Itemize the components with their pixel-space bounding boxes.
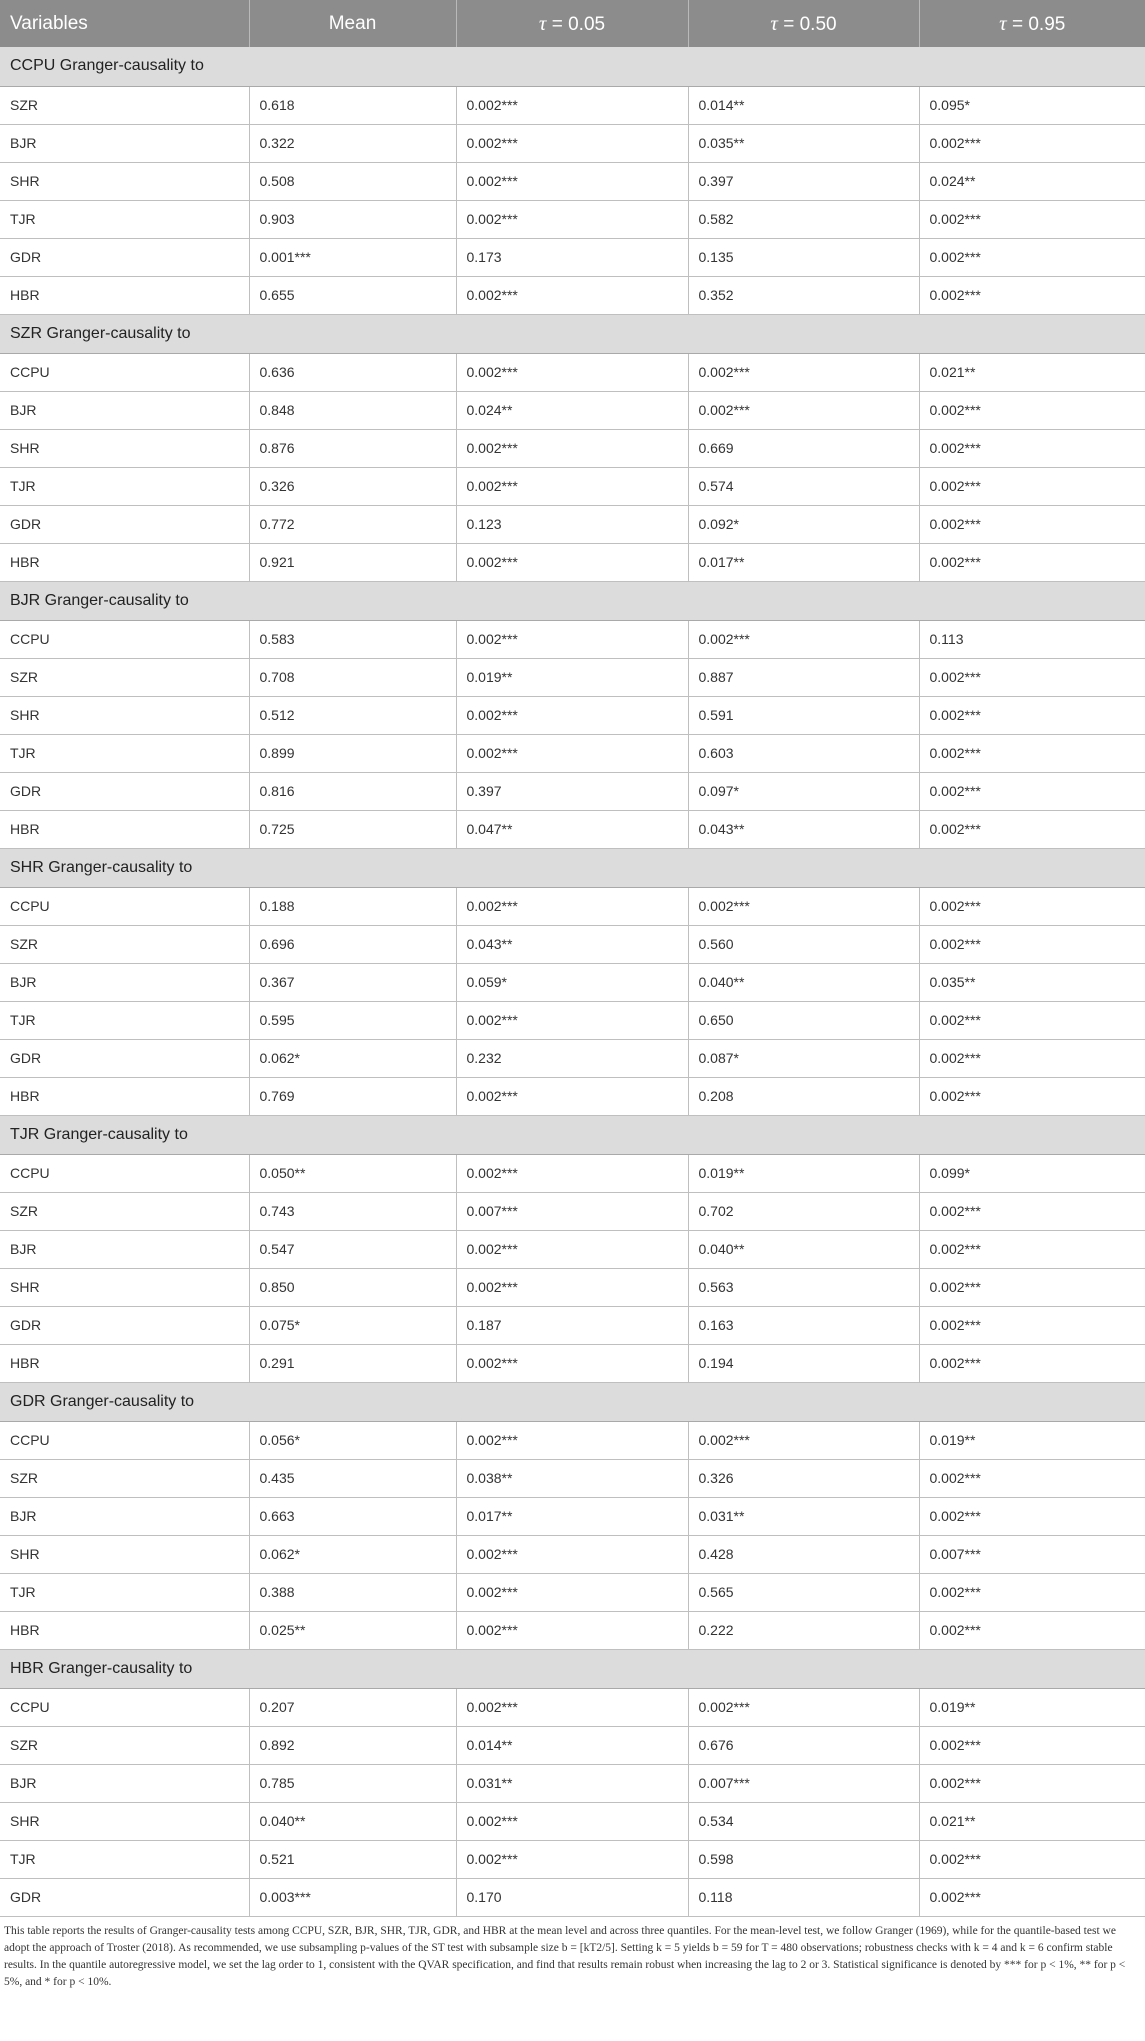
tau-005-cell: 0.002*** — [456, 429, 688, 467]
tau-095-cell: 0.002*** — [919, 1840, 1145, 1878]
section-header-row — [0, 1649, 1145, 1688]
section-title: TJR Granger-causality to — [0, 1115, 1145, 1154]
tau-005-cell: 0.173 — [456, 238, 688, 276]
variable-cell: TJR — [0, 467, 249, 505]
tau-095-cell: 0.007*** — [919, 1535, 1145, 1573]
section-header-row — [0, 1382, 1145, 1421]
tau-095-cell: 0.002*** — [919, 429, 1145, 467]
variable-cell: CCPU — [0, 620, 249, 658]
tau-095-cell: 0.002*** — [919, 772, 1145, 810]
section-header-row — [0, 47, 1145, 86]
mean-cell: 0.062* — [249, 1535, 456, 1573]
table-row — [0, 1039, 1145, 1077]
tau-095-cell: 0.002*** — [919, 391, 1145, 429]
variable-cell: SHR — [0, 1802, 249, 1840]
mean-cell: 0.547 — [249, 1230, 456, 1268]
tau-095-cell: 0.035** — [919, 963, 1145, 1001]
tau-095-cell: 0.024** — [919, 162, 1145, 200]
table-row — [0, 1077, 1145, 1115]
tau-050-cell: 0.565 — [688, 1573, 919, 1611]
tau-005-cell: 0.002*** — [456, 276, 688, 314]
table-row — [0, 1878, 1145, 1916]
tau-005-cell: 0.002*** — [456, 1344, 688, 1382]
table-row — [0, 696, 1145, 734]
mean-cell: 0.655 — [249, 276, 456, 314]
tau-050-cell: 0.092* — [688, 505, 919, 543]
mean-cell: 0.921 — [249, 543, 456, 581]
variable-cell: HBR — [0, 1611, 249, 1649]
tau-050-cell: 0.574 — [688, 467, 919, 505]
table-row — [0, 124, 1145, 162]
variable-cell: HBR — [0, 810, 249, 848]
tau-050-cell: 0.669 — [688, 429, 919, 467]
mean-cell: 0.663 — [249, 1497, 456, 1535]
tau-050-cell: 0.035** — [688, 124, 919, 162]
section-title: HBR Granger-causality to — [0, 1649, 1145, 1688]
tau-050-cell: 0.043** — [688, 810, 919, 848]
tau-050-cell: 0.397 — [688, 162, 919, 200]
tau-095-cell: 0.019** — [919, 1688, 1145, 1726]
tau-005-cell: 0.059* — [456, 963, 688, 1001]
tau-005-cell: 0.002*** — [456, 1535, 688, 1573]
tau-095-cell: 0.002*** — [919, 1230, 1145, 1268]
table-row — [0, 1688, 1145, 1726]
tau-050-cell: 0.135 — [688, 238, 919, 276]
tau-095-cell: 0.002*** — [919, 467, 1145, 505]
mean-cell: 0.618 — [249, 86, 456, 124]
tau-050-cell: 0.591 — [688, 696, 919, 734]
tau-050-cell: 0.040** — [688, 1230, 919, 1268]
table-row — [0, 1497, 1145, 1535]
section-header-row — [0, 1115, 1145, 1154]
variable-cell: HBR — [0, 276, 249, 314]
tau-095-cell: 0.002*** — [919, 1726, 1145, 1764]
tau-005-cell: 0.397 — [456, 772, 688, 810]
tau-050-cell: 0.887 — [688, 658, 919, 696]
variable-cell: SZR — [0, 925, 249, 963]
mean-cell: 0.326 — [249, 467, 456, 505]
tau-050-cell: 0.428 — [688, 1535, 919, 1573]
tau-095-cell: 0.002*** — [919, 887, 1145, 925]
tau-095-cell: 0.002*** — [919, 1878, 1145, 1916]
mean-cell: 0.322 — [249, 124, 456, 162]
tau-005-cell: 0.002*** — [456, 467, 688, 505]
tau-005-cell: 0.002*** — [456, 1268, 688, 1306]
tau-095-cell: 0.002*** — [919, 658, 1145, 696]
tau-050-cell: 0.118 — [688, 1878, 919, 1916]
mean-cell: 0.772 — [249, 505, 456, 543]
tau-005-cell: 0.043** — [456, 925, 688, 963]
table-row — [0, 1421, 1145, 1459]
mean-cell: 0.595 — [249, 1001, 456, 1039]
tau-005-cell: 0.170 — [456, 1878, 688, 1916]
tau-005-cell: 0.014** — [456, 1726, 688, 1764]
mean-cell: 0.040** — [249, 1802, 456, 1840]
tau-095-cell: 0.002*** — [919, 696, 1145, 734]
mean-cell: 0.291 — [249, 1344, 456, 1382]
tau-005-cell: 0.002*** — [456, 1611, 688, 1649]
table-row — [0, 467, 1145, 505]
tau-050-cell: 0.097* — [688, 772, 919, 810]
tau-095-cell: 0.099* — [919, 1154, 1145, 1192]
variable-cell: TJR — [0, 1573, 249, 1611]
mean-cell: 0.850 — [249, 1268, 456, 1306]
table-row — [0, 1840, 1145, 1878]
variable-cell: GDR — [0, 1878, 249, 1916]
header-variables: Variables — [0, 0, 249, 47]
mean-cell: 0.848 — [249, 391, 456, 429]
variable-cell: SHR — [0, 696, 249, 734]
table-row — [0, 353, 1145, 391]
variable-cell: HBR — [0, 1077, 249, 1115]
tau-095-cell: 0.002*** — [919, 1497, 1145, 1535]
variable-cell: GDR — [0, 1039, 249, 1077]
table-footnote: This table reports the results of Granger-causality tests among CCPU, SZR, BJR, SHR, TJR, GDR, and HBR at the mean level and across three quantiles. For the mean-level test, we follow Granger (1969), while for the quantile-based test we adopt the approach of Troster (2018). As recommended, we use subsampling p-values of the ST test with subsample size b = [kT2/5]. Setting k = 5 yields b = 59 for T = 480 observations; robustness checks with k = 4 and k = 6 confirm stable results. In the quantile autoregressive model, we set the lag order to 1, consistent with the QVAR specification, and find that results remain robust when increasing the lag to 2 or 3. Statistical significance is denoted by *** for p < 1%, ** for p < 5%, and * for p < 10%. — [4, 1924, 1126, 1988]
variable-cell: CCPU — [0, 1421, 249, 1459]
table-row — [0, 86, 1145, 124]
variable-cell: SZR — [0, 1726, 249, 1764]
mean-cell: 0.816 — [249, 772, 456, 810]
tau-095-cell: 0.002*** — [919, 1001, 1145, 1039]
table-row — [0, 620, 1145, 658]
table-row — [0, 276, 1145, 314]
tau-095-cell: 0.113 — [919, 620, 1145, 658]
mean-cell: 0.001*** — [249, 238, 456, 276]
table-row — [0, 925, 1145, 963]
table-row — [0, 1192, 1145, 1230]
variable-cell: BJR — [0, 1497, 249, 1535]
table-row — [0, 1726, 1145, 1764]
table-row — [0, 1268, 1145, 1306]
mean-cell: 0.435 — [249, 1459, 456, 1497]
variable-cell: BJR — [0, 391, 249, 429]
mean-cell: 0.583 — [249, 620, 456, 658]
tau-050-cell: 0.352 — [688, 276, 919, 314]
tau-095-cell: 0.002*** — [919, 124, 1145, 162]
tau-095-cell: 0.002*** — [919, 1268, 1145, 1306]
tau-005-cell: 0.002*** — [456, 1001, 688, 1039]
tau-050-cell: 0.017** — [688, 543, 919, 581]
tau-050-cell: 0.650 — [688, 1001, 919, 1039]
variable-cell: SHR — [0, 1268, 249, 1306]
tau-050-cell: 0.222 — [688, 1611, 919, 1649]
table-row — [0, 1535, 1145, 1573]
tau-005-cell: 0.187 — [456, 1306, 688, 1344]
tau-050-cell: 0.087* — [688, 1039, 919, 1077]
variable-cell: SHR — [0, 1535, 249, 1573]
mean-cell: 0.743 — [249, 1192, 456, 1230]
tau-050-cell: 0.676 — [688, 1726, 919, 1764]
tau-005-cell: 0.002*** — [456, 734, 688, 772]
table-row — [0, 543, 1145, 581]
tau-095-cell: 0.002*** — [919, 543, 1145, 581]
tau-050-cell: 0.326 — [688, 1459, 919, 1497]
mean-cell: 0.075* — [249, 1306, 456, 1344]
tau-005-cell: 0.002*** — [456, 353, 688, 391]
mean-cell: 0.188 — [249, 887, 456, 925]
variable-cell: CCPU — [0, 1154, 249, 1192]
tau-095-cell: 0.002*** — [919, 810, 1145, 848]
tau-005-cell: 0.019** — [456, 658, 688, 696]
variable-cell: TJR — [0, 734, 249, 772]
tau-050-cell: 0.002*** — [688, 887, 919, 925]
section-title: SZR Granger-causality to — [0, 314, 1145, 353]
header-tau-095 — [919, 0, 1145, 47]
mean-cell: 0.003*** — [249, 1878, 456, 1916]
tau-050-cell: 0.002*** — [688, 1688, 919, 1726]
variable-cell: CCPU — [0, 353, 249, 391]
tau-005-cell: 0.002*** — [456, 1230, 688, 1268]
tau-005-cell: 0.024** — [456, 391, 688, 429]
variable-cell: SHR — [0, 162, 249, 200]
table-row — [0, 391, 1145, 429]
tau-095-cell: 0.095* — [919, 86, 1145, 124]
variable-cell: GDR — [0, 1306, 249, 1344]
tau-005-cell: 0.002*** — [456, 543, 688, 581]
tau-symbol: τ — [999, 11, 1007, 35]
variable-cell: BJR — [0, 1764, 249, 1802]
mean-cell: 0.025** — [249, 1611, 456, 1649]
table-row — [0, 963, 1145, 1001]
table-row — [0, 1459, 1145, 1497]
tau-095-cell: 0.021** — [919, 353, 1145, 391]
tau-005-cell: 0.002*** — [456, 696, 688, 734]
tau-050-cell: 0.598 — [688, 1840, 919, 1878]
table-row — [0, 734, 1145, 772]
tau-005-cell: 0.002*** — [456, 620, 688, 658]
variable-cell: SHR — [0, 429, 249, 467]
table-row — [0, 1230, 1145, 1268]
tau-005-cell: 0.002*** — [456, 887, 688, 925]
section-header-row — [0, 848, 1145, 887]
tau-050-cell: 0.163 — [688, 1306, 919, 1344]
variable-cell: CCPU — [0, 1688, 249, 1726]
tau-050-cell: 0.002*** — [688, 353, 919, 391]
mean-cell: 0.876 — [249, 429, 456, 467]
section-title: GDR Granger-causality to — [0, 1382, 1145, 1421]
mean-cell: 0.388 — [249, 1573, 456, 1611]
mean-cell: 0.899 — [249, 734, 456, 772]
tau-050-cell: 0.603 — [688, 734, 919, 772]
variable-cell: SZR — [0, 86, 249, 124]
tau-005-cell: 0.002*** — [456, 162, 688, 200]
table-row — [0, 1764, 1145, 1802]
tau-095-cell: 0.002*** — [919, 734, 1145, 772]
tau-050-cell: 0.040** — [688, 963, 919, 1001]
tau-095-cell: 0.002*** — [919, 1573, 1145, 1611]
tau-005-cell: 0.002*** — [456, 1802, 688, 1840]
mean-cell: 0.769 — [249, 1077, 456, 1115]
section-title: CCPU Granger-causality to — [0, 47, 1145, 86]
section-title: SHR Granger-causality to — [0, 848, 1145, 887]
mean-cell: 0.708 — [249, 658, 456, 696]
tau-005-cell: 0.031** — [456, 1764, 688, 1802]
tau-symbol: τ — [538, 11, 547, 35]
table-row — [0, 200, 1145, 238]
tau-050-cell: 0.031** — [688, 1497, 919, 1535]
variable-cell: GDR — [0, 238, 249, 276]
tau-095-cell: 0.002*** — [919, 1306, 1145, 1344]
tau-095-cell: 0.002*** — [919, 1611, 1145, 1649]
tau-050-cell: 0.563 — [688, 1268, 919, 1306]
table-row — [0, 1573, 1145, 1611]
tau-005-cell: 0.002*** — [456, 1573, 688, 1611]
table-header — [0, 0, 1145, 47]
tau-095-cell: 0.002*** — [919, 1077, 1145, 1115]
tau-050-cell: 0.002*** — [688, 1421, 919, 1459]
tau-005-cell: 0.002*** — [456, 1840, 688, 1878]
mean-cell: 0.050** — [249, 1154, 456, 1192]
mean-cell: 0.508 — [249, 162, 456, 200]
tau-095-cell: 0.021** — [919, 1802, 1145, 1840]
tau-005-cell: 0.017** — [456, 1497, 688, 1535]
table-body — [0, 47, 1145, 1916]
section-title: BJR Granger-causality to — [0, 581, 1145, 620]
tau-095-cell: 0.002*** — [919, 200, 1145, 238]
tau-005-cell: 0.002*** — [456, 1077, 688, 1115]
variable-cell: CCPU — [0, 887, 249, 925]
tau-005-cell: 0.232 — [456, 1039, 688, 1077]
tau-095-cell: 0.002*** — [919, 1039, 1145, 1077]
variable-cell: GDR — [0, 772, 249, 810]
variable-cell: SZR — [0, 1459, 249, 1497]
header-q1-value: = 0.05 — [551, 14, 606, 35]
tau-005-cell: 0.038** — [456, 1459, 688, 1497]
tau-005-cell: 0.002*** — [456, 1421, 688, 1459]
mean-cell: 0.696 — [249, 925, 456, 963]
tau-050-cell: 0.014** — [688, 86, 919, 124]
table-row — [0, 1306, 1145, 1344]
tau-050-cell: 0.194 — [688, 1344, 919, 1382]
table-row — [0, 810, 1145, 848]
tau-005-cell: 0.002*** — [456, 1154, 688, 1192]
mean-cell: 0.903 — [249, 200, 456, 238]
table-row — [0, 772, 1145, 810]
variable-cell: TJR — [0, 1840, 249, 1878]
mean-cell: 0.512 — [249, 696, 456, 734]
tau-095-cell: 0.002*** — [919, 505, 1145, 543]
header-q3-value: = 0.95 — [1011, 14, 1066, 35]
mean-cell: 0.636 — [249, 353, 456, 391]
variable-cell: BJR — [0, 963, 249, 1001]
table-row — [0, 1344, 1145, 1382]
variable-cell: BJR — [0, 124, 249, 162]
tau-050-cell: 0.702 — [688, 1192, 919, 1230]
table-row — [0, 1001, 1145, 1039]
tau-005-cell: 0.002*** — [456, 86, 688, 124]
tau-symbol: τ — [770, 11, 778, 35]
table-row — [0, 238, 1145, 276]
table-row — [0, 429, 1145, 467]
table-row — [0, 162, 1145, 200]
tau-095-cell: 0.019** — [919, 1421, 1145, 1459]
tau-095-cell: 0.002*** — [919, 925, 1145, 963]
tau-095-cell: 0.002*** — [919, 276, 1145, 314]
mean-cell: 0.725 — [249, 810, 456, 848]
mean-cell: 0.521 — [249, 1840, 456, 1878]
tau-050-cell: 0.002*** — [688, 620, 919, 658]
table-row — [0, 658, 1145, 696]
tau-005-cell: 0.002*** — [456, 1688, 688, 1726]
variable-cell: BJR — [0, 1230, 249, 1268]
tau-050-cell: 0.582 — [688, 200, 919, 238]
tau-005-cell: 0.123 — [456, 505, 688, 543]
header-tau-050 — [688, 0, 919, 47]
mean-cell: 0.207 — [249, 1688, 456, 1726]
table-row — [0, 1611, 1145, 1649]
variable-cell: TJR — [0, 1001, 249, 1039]
header-q2-value: = 0.50 — [783, 14, 837, 35]
mean-cell: 0.892 — [249, 1726, 456, 1764]
tau-095-cell: 0.002*** — [919, 1192, 1145, 1230]
section-header-row — [0, 314, 1145, 353]
mean-cell: 0.785 — [249, 1764, 456, 1802]
tau-050-cell: 0.560 — [688, 925, 919, 963]
table-row — [0, 887, 1145, 925]
tau-050-cell: 0.007*** — [688, 1764, 919, 1802]
table-row — [0, 1802, 1145, 1840]
tau-095-cell: 0.002*** — [919, 1459, 1145, 1497]
tau-050-cell: 0.002*** — [688, 391, 919, 429]
variable-cell: TJR — [0, 200, 249, 238]
tau-005-cell: 0.007*** — [456, 1192, 688, 1230]
header-mean: Mean — [249, 0, 456, 47]
tau-095-cell: 0.002*** — [919, 1344, 1145, 1382]
tau-050-cell: 0.534 — [688, 1802, 919, 1840]
tau-050-cell: 0.208 — [688, 1077, 919, 1115]
mean-cell: 0.367 — [249, 963, 456, 1001]
variable-cell: HBR — [0, 1344, 249, 1382]
mean-cell: 0.062* — [249, 1039, 456, 1077]
tau-095-cell: 0.002*** — [919, 238, 1145, 276]
tau-095-cell: 0.002*** — [919, 1764, 1145, 1802]
tau-005-cell: 0.002*** — [456, 124, 688, 162]
mean-cell: 0.056* — [249, 1421, 456, 1459]
tau-050-cell: 0.019** — [688, 1154, 919, 1192]
variable-cell: GDR — [0, 505, 249, 543]
table-row — [0, 1154, 1145, 1192]
table-row — [0, 505, 1145, 543]
tau-005-cell: 0.047** — [456, 810, 688, 848]
variable-cell: SZR — [0, 1192, 249, 1230]
section-header-row — [0, 581, 1145, 620]
variable-cell: SZR — [0, 658, 249, 696]
variable-cell: HBR — [0, 543, 249, 581]
tau-005-cell: 0.002*** — [456, 200, 688, 238]
header-tau-005 — [456, 0, 688, 47]
